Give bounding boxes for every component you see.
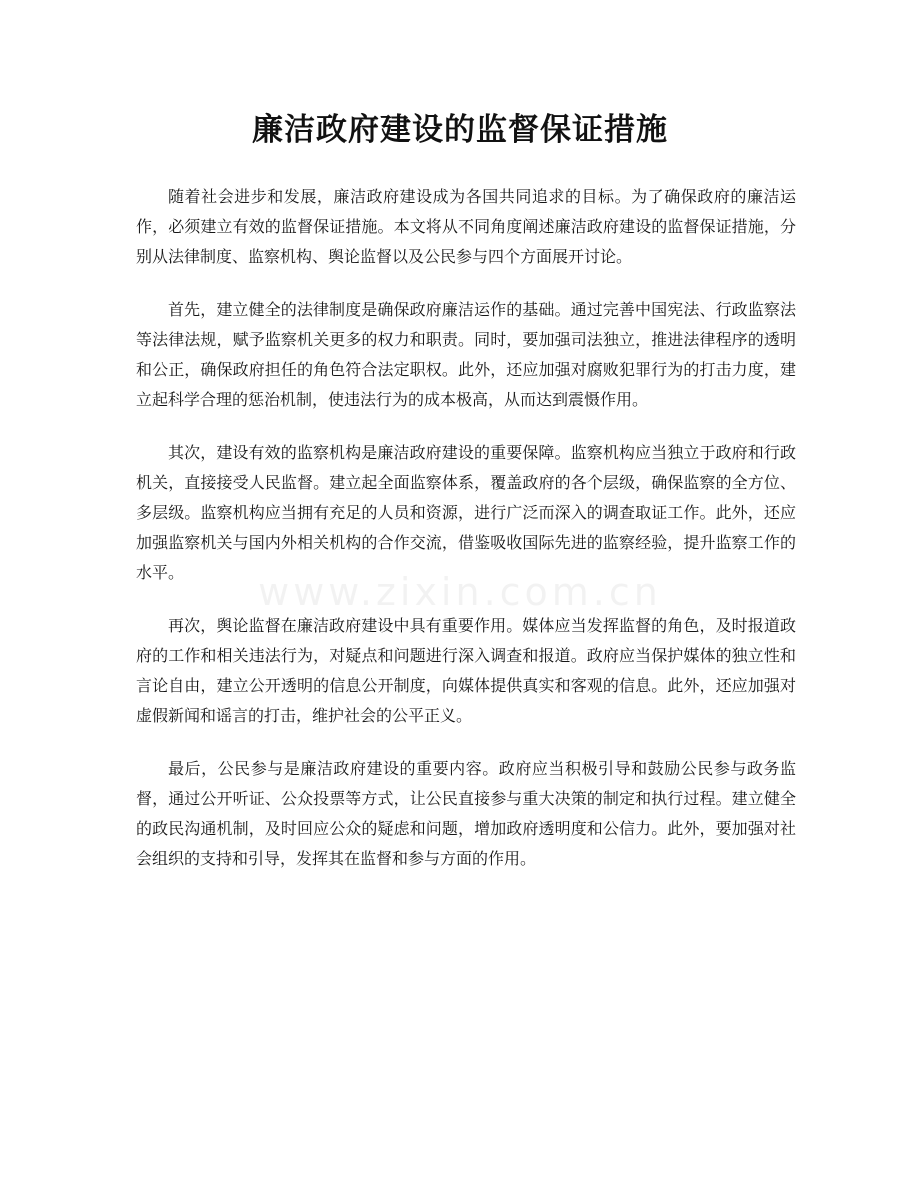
document-body <box>136 182 796 897</box>
paragraph-citizen-participation: 最后，公民参与是廉洁政府建设的重要内容。政府应当积极引导和鼓励公民参与政务监督，通过公开听证、公众投票等方式，让公民直接参与重大决策的制定和执行过程。建立健全的政民沟通机制，及时回应公众的疑虑和问题，增加政府透明度和公信力。此外，要加强对社会组织的支持和引导，发挥其在监督和参与方面的作用。 <box>136 759 796 868</box>
paragraph-supervision-agency: 其次，建设有效的监察机构是廉洁政府建设的重要保障。监察机构应当独立于政府和行政机关，直接接受人民监督。建立起全面监察体系，覆盖政府的各个层级，确保监察的全方位、多层级。监察机构应当拥有充足的人员和资源，进行广泛而深入的调查取证工作。此外，还应加强监察机关与国内外相关机构的合作交流，借鉴吸收国际先进的监察经验，提升监察工作的水平。 <box>136 443 796 582</box>
document-title: 廉洁政府建设的监督保证措施 <box>252 112 668 148</box>
paragraph-public-opinion: 再次，舆论监督在廉洁政府建设中具有重要作用。媒体应当发挥监督的角色，及时报道政府的工作和相关违法行为，对疑点和问题进行深入调查和报道。政府应当保护媒体的独立性和言论自由，建立公开透明的信息公开制度，向媒体提供真实和客观的信息。此外，还应加强对虚假新闻和谣言的打击，维护社会的公平正义。 <box>136 616 796 725</box>
paragraph-legal-system: 首先，建立健全的法律制度是确保政府廉洁运作的基础。通过完善中国宪法、行政监察法等法律法规，赋予监察机关更多的权力和职责。同时，要加强司法独立，推进法律程序的透明和公正，确保政府担任的角色符合法定职权。此外，还应加强对腐败犯罪行为的打击力度，建立起科学合理的惩治机制，使违法行为的成本极高，从而达到震慑作用。 <box>136 300 796 409</box>
watermark: www.zixin.com.cn <box>258 570 662 614</box>
paragraph-intro: 随着社会进步和发展，廉洁政府建设成为各国共同追求的目标。为了确保政府的廉洁运作，必须建立有效的监督保证措施。本文将从不同角度阐述廉洁政府建设的监督保证措施，分别从法律制度、监察机构、舆论监督以及公民参与四个方面展开讨论。 <box>136 187 796 266</box>
